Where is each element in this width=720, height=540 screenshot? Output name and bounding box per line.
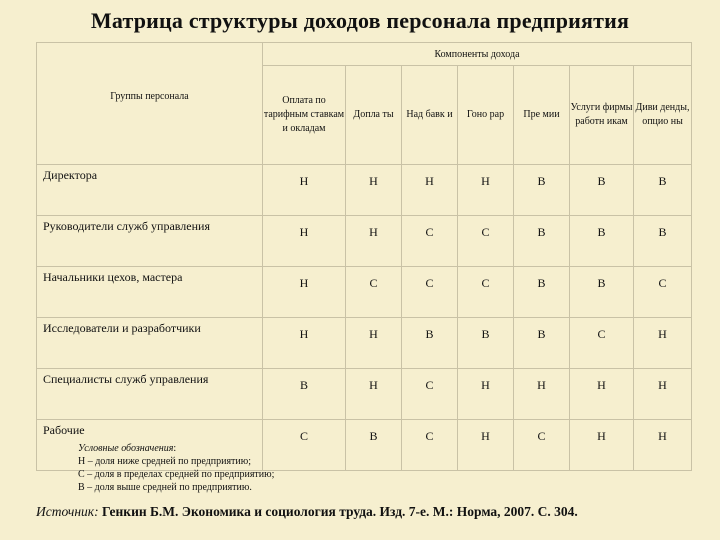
column-header: Оплата по тарифным ставкам и окладам [263, 66, 346, 165]
table-cell: С [514, 420, 570, 471]
table-cell: Н [634, 318, 692, 369]
column-header: Гоно рар [458, 66, 514, 165]
table-cell: Н [263, 216, 346, 267]
table-cell: С [346, 267, 402, 318]
table-cell: С [263, 420, 346, 471]
table-cell: Н [402, 165, 458, 216]
group-name: Исследователи и разработчики [37, 318, 263, 369]
income-matrix-table [36, 42, 692, 471]
table-cell: В [570, 267, 634, 318]
table-row [37, 216, 692, 267]
table-cell: Н [346, 369, 402, 420]
table-row [37, 369, 692, 420]
group-name: Руководители служб управления [37, 216, 263, 267]
table-cell: В [346, 420, 402, 471]
table-cell: В [514, 216, 570, 267]
table-cell: Н [263, 267, 346, 318]
source-label: Источник: [36, 504, 99, 519]
table-cell: Н [458, 165, 514, 216]
table-cell: С [458, 267, 514, 318]
group-name: Директора [37, 165, 263, 216]
legend-item: Н – доля ниже средней по предприятию; [78, 456, 252, 467]
legend [78, 442, 274, 494]
legend-item: С – доля в пределах средней по предприятию; [78, 469, 275, 480]
table-cell: В [263, 369, 346, 420]
table-cell: В [570, 165, 634, 216]
legend-item: В – доля выше средней по предприятию. [78, 482, 252, 493]
table-row [37, 318, 692, 369]
table-cell: Н [458, 369, 514, 420]
table-cell: Н [263, 165, 346, 216]
components-header: Компоненты дохода [263, 43, 692, 66]
table-cell: С [402, 267, 458, 318]
group-name: Специалисты служб управления [37, 369, 263, 420]
table-cell: В [570, 216, 634, 267]
table-cell: Н [634, 369, 692, 420]
table-row [37, 267, 692, 318]
table-cell: С [570, 318, 634, 369]
table-cell: Н [570, 369, 634, 420]
page-title: Матрица структуры доходов персонала предприятия [90, 8, 630, 33]
column-header: Допла ты [346, 66, 402, 165]
table-cell: Н [570, 420, 634, 471]
table-cell: С [402, 216, 458, 267]
table-row [37, 165, 692, 216]
table-cell: В [634, 216, 692, 267]
table-cell: В [514, 318, 570, 369]
table-cell: Н [634, 420, 692, 471]
table-cell: В [514, 165, 570, 216]
table-cell: В [514, 267, 570, 318]
table-cell: С [458, 216, 514, 267]
column-header: Над бавк и [402, 66, 458, 165]
legend-title: Условные обозначения [78, 443, 174, 454]
table-cell: С [634, 267, 692, 318]
table-cell: Н [458, 420, 514, 471]
table-cell: В [634, 165, 692, 216]
table-cell: Н [346, 216, 402, 267]
group-name: Рабочие [37, 420, 263, 471]
table-cell: Н [263, 318, 346, 369]
column-header: Пре мии [514, 66, 570, 165]
source-text: Генкин Б.М. Экономика и социология труда. Изд. 7-е. М.: Норма, 2007. С. 304. [101, 504, 578, 519]
column-header: Диви денды, опцио ны [634, 66, 692, 165]
table-cell: С [402, 420, 458, 471]
table-cell: С [402, 369, 458, 420]
table-cell: Н [346, 318, 402, 369]
table-cell: Н [514, 369, 570, 420]
legend-heading: Условные обозначения: [78, 443, 177, 454]
group-header: Группы персонала [37, 43, 263, 165]
table-cell: Н [346, 165, 402, 216]
table-cell: В [402, 318, 458, 369]
column-header: Услуги фирмы работн икам [570, 66, 634, 165]
source-citation [36, 504, 696, 520]
table-cell: В [458, 318, 514, 369]
group-name: Начальники цехов, мастера [37, 267, 263, 318]
